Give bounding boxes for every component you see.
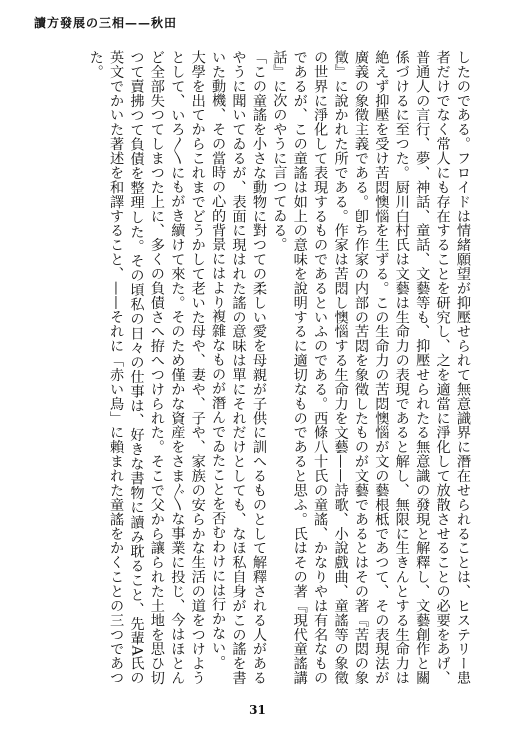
paragraph-2: 「この童謠を小さな動物に對つての柔しい愛を母親が子供に訓へるものとして解釋される人があるやうに聞いてゐるが、表面に現はれた謠の意味は單にそれだけとしても、なほ私自身がこの謠を書いた動機、その當時の心的背景にはより複雜なものが潛んでゐたことを否むわけには行かない。: [210, 50, 267, 685]
page-number: 31: [249, 703, 266, 717]
running-head: 讀方發展の三相——秋田: [34, 16, 178, 30]
paragraph-3: 大學を出てからこれまでどうかして老いた母や、妻や、子や、家族の安らかな生活の道をつけようとして、いろ〳〵にもがき續けて來た。そのため僅かな資産をさま〴〵な事業に投じ、今はほとんど全部失つてしまつた上に、多くの負債さへ拵へつけられた。そこで父から讓られた土地を思ひ切つて賣拂つて負債を整理した。その頃私の日々の仕事は、好きな書物に讀み耽ること、先輩A氏の英文でかいた著述を和譯すること、——それに「赤い鳥」に賴まれた童謠をかくことの三つであつた。: [87, 50, 206, 685]
body-text: [33, 50, 473, 685]
paragraph-1: したのである。フロイドは情緒願望が抑壓せられて無意識界に潛在せられることは、ヒステリー患者だけでなく常人にも存在することを研究し、之を適當に淨化して放散させることの必要をあげ、普通人の言行、夢、神話、童話、文藝等も、抑壓せられたる無意識の發現と解釋し、文藝創作と關係づけるに至つた。厨川白村氏は文藝は生命力の表現であると解し、無限に生きんとする生命力は絶えず抑壓を受け苦悶懊惱を生ずる。この生命力の苦悶懊惱が文の藝根柢であつて、その表現法が廣義の象徵主義である。卽ち作家の内部の苦悶を象徵したものが文藝であるとはその著『苦悶の象徵』に說かれた所である。作家は苦悶し懊惱する生命力を文藝——詩歌、小說戲曲、童謠等の象徵の世界に淨化して表現するものであるといふのである。西條八十氏の童謠、かなりやは有名なものであるが、この童謠は如上の意味を說明するに適切なものであると思ふ。氏はその著『現代童謠講話』に次のやうに言つてゐる。: [271, 50, 471, 685]
